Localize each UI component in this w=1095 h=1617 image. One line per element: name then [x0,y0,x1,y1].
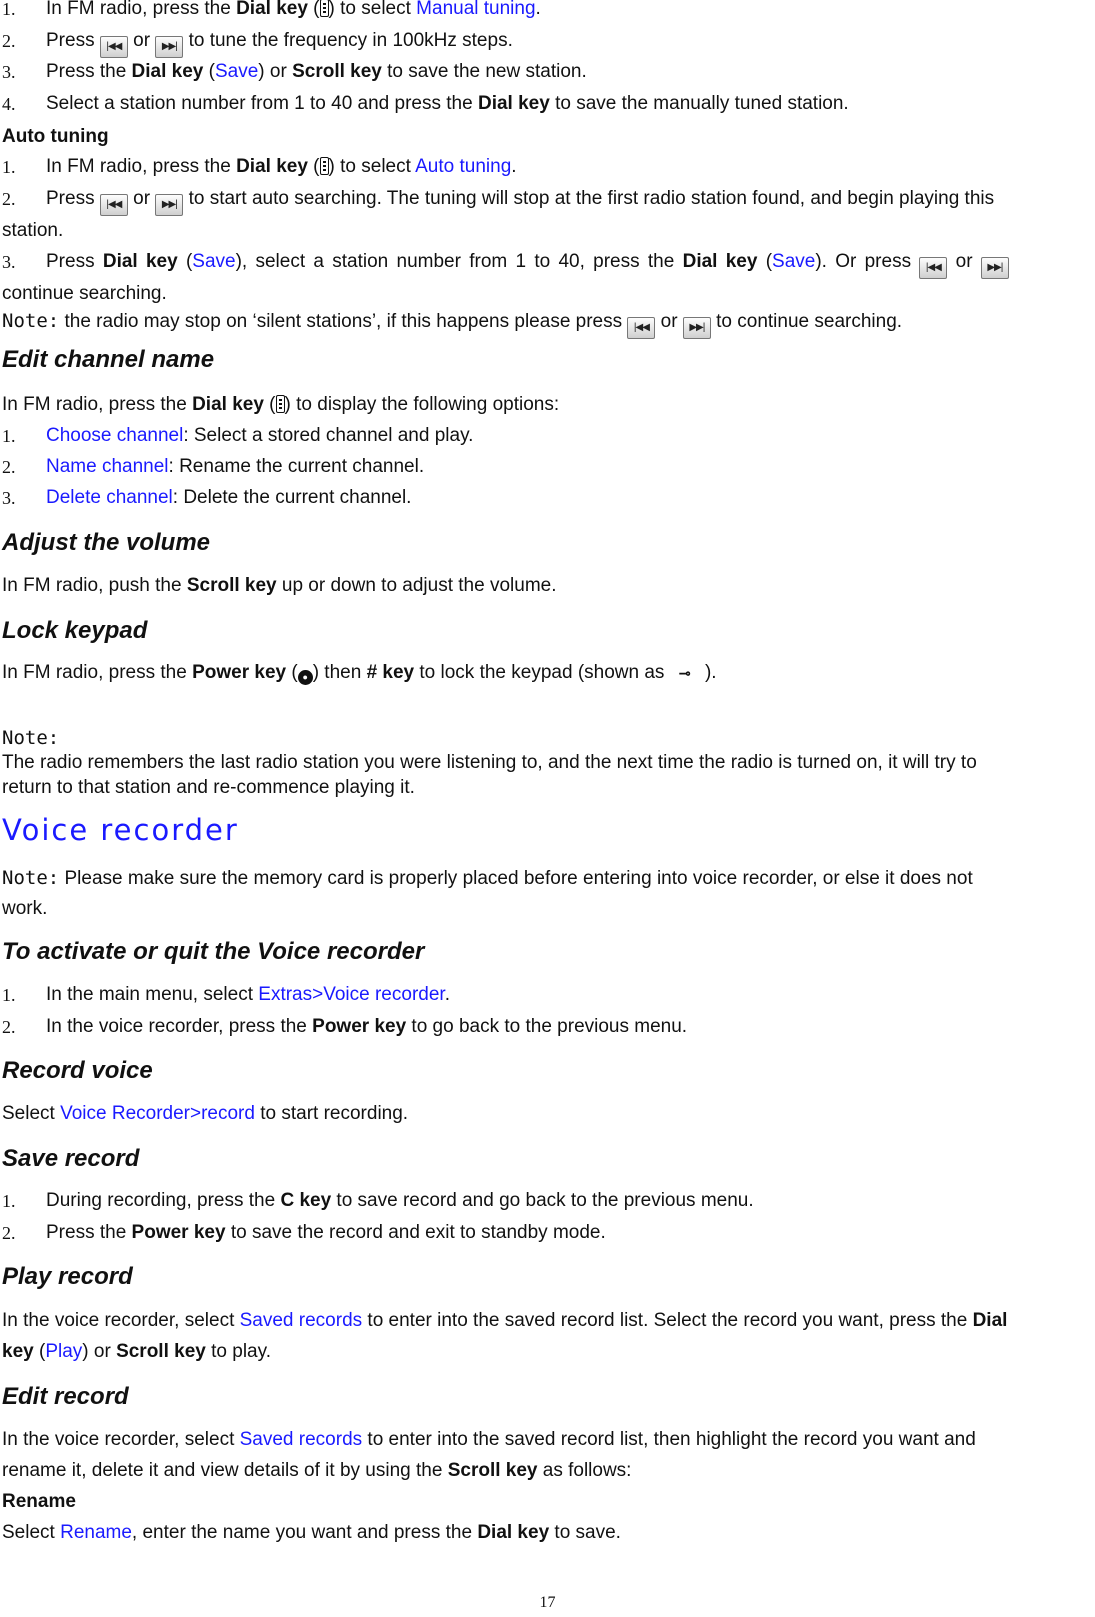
paragraph: In FM radio, press the Dial key ( ) to display the following options: [2,394,560,415]
next-track-icon: ▶▶| [981,257,1009,279]
section-heading: Play record [2,1263,133,1290]
section-heading: Adjust the volume [2,529,211,556]
prev-track-icon: |◀◀ [100,194,128,216]
power-key-icon: ● [298,670,313,685]
paragraph: In FM radio, press the Power key ( ● ) then # key to lock the keypad (shown as ⊸ ). [2,662,717,683]
subsection-heading: Rename [2,1491,76,1512]
paragraph: In the voice recorder, select Saved records to enter into the saved record list, then highlight the record you want and [2,1429,976,1450]
section-heading: Auto tuning [2,126,109,147]
paragraph: Select Voice Recorder>record to start recording. [2,1103,409,1124]
section-heading: Lock keypad [2,617,148,644]
dial-key-icon [276,395,285,413]
dial-key-icon [320,0,329,17]
page-number: 17 [539,1594,556,1611]
chapter-title: Voice recorder [2,813,239,847]
paragraph: In the voice recorder, select Saved records to enter into the saved record list. Select the record you want, press the Dial [2,1310,1008,1331]
note: Note: the radio may stop on ‘silent stations’, if this happens please press |◀◀ or ▶▶| to continue searching. [2,310,1093,339]
section-heading: Edit channel name [2,346,215,373]
note-label: Note: [2,727,60,749]
next-track-icon: ▶▶| [683,317,711,339]
prev-track-icon: |◀◀ [100,36,128,58]
prev-track-icon: |◀◀ [627,317,655,339]
lock-icon: ⊸ [678,665,691,681]
dial-key-icon [320,157,329,175]
document-page: 1. In FM radio, press the Dial key ( ) to select Manual tuning. 2. Press |◀◀ or ▶▶| to tune the frequency in 100kHz steps. 3. Press the Dial key (Save) or Scroll key to save the new station. 4. Select a station number from 1 to 40 and press the Dial key to save the manually tuned station. Auto tuning 1. In FM radio, press the Dial key ( ) to select Auto tuning. 2. Press |◀◀ or ▶▶| to start auto searching. The tuning will stop at the first radio station found, and begin playing this station. 3. Press Dial key (Save), select a station number from 1 to 40, press the Dial key (Save). Or press |◀◀ or ▶▶| continue searching. Note: the radio may stop on ‘silent stations’, if this happens please press |◀◀ or ▶▶| to continue searching. Edit channel name In FM radio, press the Dial key ( ) to display the following options: 1. Choose channel: Select a stored channel and play. 2. Name channel: Rename the current channel. 3. Delete channel: Delete the current channel. Adjust the volume In FM radio, push the Scroll key up or down to adjust the volume. Lock keypad In FM radio, press the Power key ( ● ) then # key to lock the keypad (shown as ⊸ ). Note: The radio remembers the last radio station you were listening to, and the next time the radio is turned on, it will try to return to that station and re-commence playing it. Voice recorder Note: Please make sure the memory card is properly placed before entering into voice recorder, or else it does not work. To activate or quit the Voice recorder 1. In the main menu, select Extras>Voice recorder. 2. In the voice recorder, press the Power key to go back to the previous menu. Record voice Select Voice Recorder>record to start recording. Save record 1. During recording, press the C key to save record and go back to the previous menu. 2. Press the Power key to save the record and exit to standby mode. Play record In the voice recorder, select Saved records to enter into the saved record list. Select the record you want, press the Dial key (Play) or Scroll key to play. Edit record In the voice recorder, select Saved records to enter into the saved record list, then highlight the record you want and rename it, delete it and view details of it by using the Scroll key as follows: Rename Select Rename, enter the name you want and press the Dial key to save. 17 [0,0,1095,1617]
section-heading: Edit record [2,1383,129,1410]
section-heading: To activate or quit the Voice recorder [2,938,425,965]
section-heading: Record voice [2,1057,153,1084]
paragraph: In FM radio, push the Scroll key up or down to adjust the volume. [2,575,557,596]
note: Note: Please make sure the memory card is properly placed before entering into voice recorder, or else it does not [2,867,973,889]
prev-track-icon: |◀◀ [919,257,947,279]
next-track-icon: ▶▶| [155,194,183,216]
section-heading: Save record [2,1145,140,1172]
paragraph: Select Rename, enter the name you want and press the Dial key to save. [2,1522,621,1543]
next-track-icon: ▶▶| [155,36,183,58]
